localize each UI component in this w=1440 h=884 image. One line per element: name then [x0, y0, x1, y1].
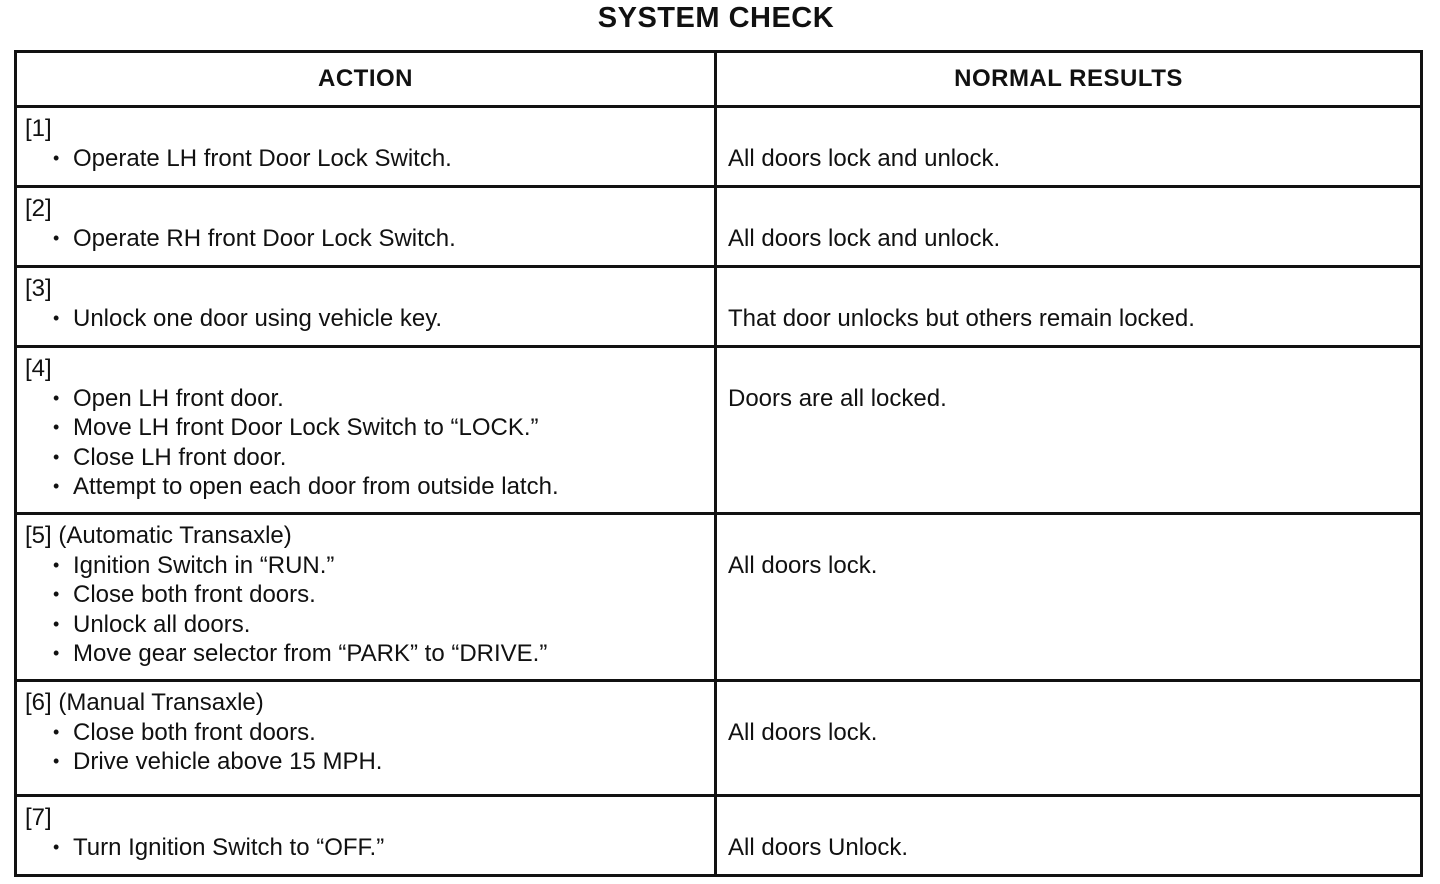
table-header-row: [16, 52, 1422, 107]
action-column-header: ACTION: [16, 52, 716, 107]
result-text: All doors lock and unlock.: [728, 225, 1001, 252]
table-row: [16, 681, 1422, 796]
table-row: [16, 267, 1422, 347]
result-cell: [716, 187, 1422, 267]
result-text: Doors are all locked.: [728, 385, 947, 412]
table-row: [16, 187, 1422, 267]
system-check-table: [14, 50, 1423, 877]
action-item: • Unlock one door using vehicle key.: [53, 304, 714, 334]
result-cell: [716, 267, 1422, 347]
result-text: All doors lock and unlock.: [728, 145, 1001, 172]
result-text: That door unlocks but others remain locked.: [728, 305, 1195, 332]
action-list: [25, 718, 714, 777]
result-text: All doors Unlock.: [728, 834, 909, 861]
result-cell: [716, 796, 1422, 876]
action-cell: [16, 187, 716, 267]
step-label: [5] (Automatic Transaxle): [25, 522, 292, 549]
step-label: [1]: [25, 115, 52, 142]
action-list: [25, 833, 714, 863]
page-title: SYSTEM CHECK: [597, 2, 835, 34]
result-cell: [716, 681, 1422, 796]
result-text: All doors lock.: [728, 552, 878, 579]
action-item: • Turn Ignition Switch to “OFF.”: [53, 833, 714, 863]
action-item: • Drive vehicle above 15 MPH.: [53, 747, 714, 777]
action-item: • Ignition Switch in “RUN.”: [53, 551, 714, 581]
action-cell: [16, 267, 716, 347]
action-list: [25, 224, 714, 254]
action-list: [25, 384, 714, 502]
result-cell: [716, 514, 1422, 681]
action-item: • Close both front doors.: [53, 718, 714, 748]
action-item: • Open LH front door.: [53, 384, 714, 414]
normal-results-column-header: NORMAL RESULTS: [716, 52, 1422, 107]
result-text: All doors lock.: [728, 719, 878, 746]
result-cell: [716, 107, 1422, 187]
table-row: [16, 347, 1422, 514]
table-row: [16, 107, 1422, 187]
action-cell: [16, 796, 716, 876]
action-list: [25, 304, 714, 334]
result-cell: [716, 347, 1422, 514]
step-label: [3]: [25, 275, 52, 302]
step-label: [4]: [25, 355, 52, 382]
action-item: • Operate RH front Door Lock Switch.: [53, 224, 714, 254]
table-row: [16, 514, 1422, 681]
action-cell: [16, 514, 716, 681]
step-label: [2]: [25, 195, 52, 222]
action-item: • Operate LH front Door Lock Switch.: [53, 144, 714, 174]
action-item: • Unlock all doors.: [53, 610, 714, 640]
action-item: • Move gear selector from “PARK” to “DRIVE.”: [53, 639, 714, 669]
action-cell: [16, 107, 716, 187]
action-list: [25, 551, 714, 669]
action-list: [25, 144, 714, 174]
action-cell: [16, 347, 716, 514]
step-label: [6] (Manual Transaxle): [25, 689, 264, 716]
step-label: [7]: [25, 804, 52, 831]
action-item: • Move LH front Door Lock Switch to “LOCK.”: [53, 413, 714, 443]
action-item: • Attempt to open each door from outside latch.: [53, 472, 714, 502]
action-item: • Close both front doors.: [53, 580, 714, 610]
action-cell: [16, 681, 716, 796]
table-row: [16, 796, 1422, 876]
action-item: • Close LH front door.: [53, 443, 714, 473]
